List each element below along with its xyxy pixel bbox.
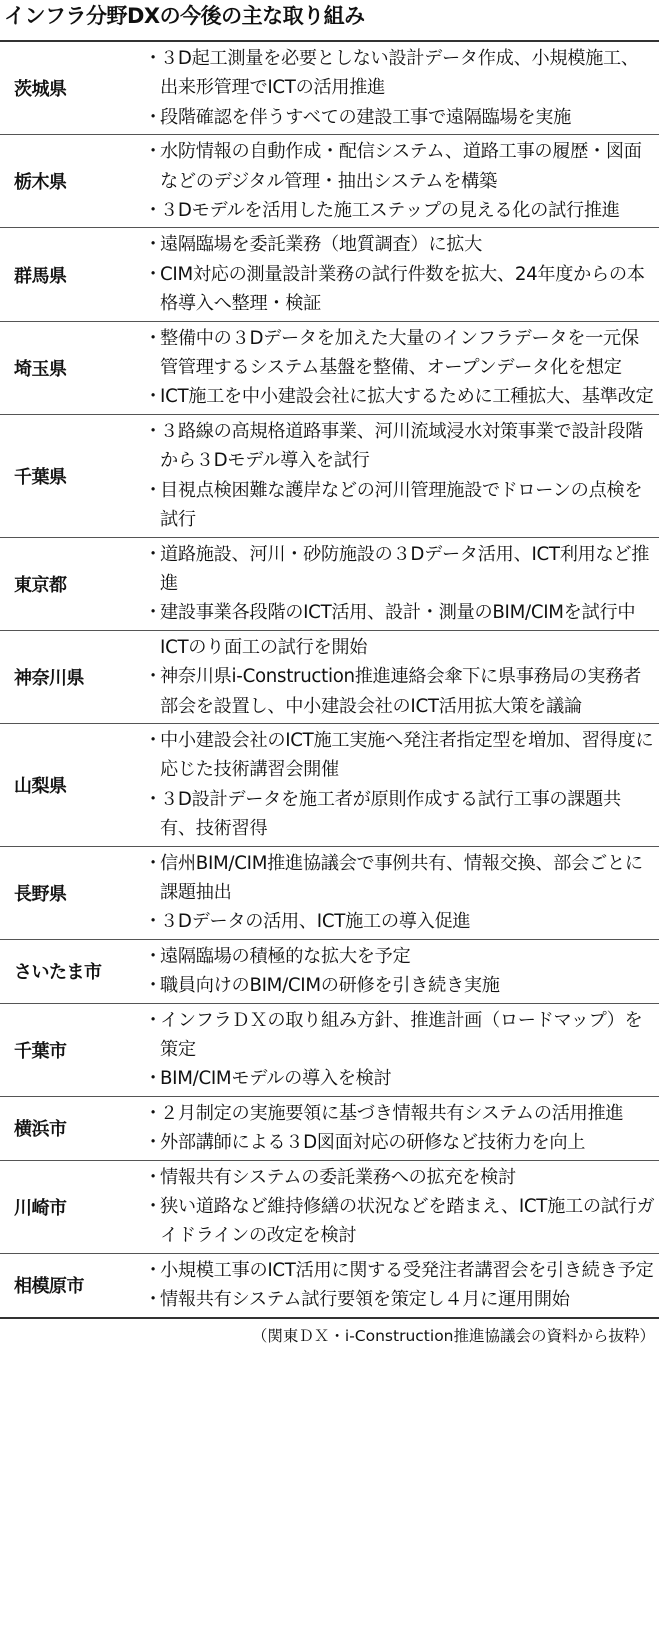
initiative-text: 職員向けのBIM/CIMの研修を引き続き実施 [160,975,500,997]
initiative-item [140,260,655,319]
initiatives-cell [140,1160,659,1253]
initiative-text: ３Dデータの活用、ICT施工の導入促進 [160,911,471,933]
table-body [0,41,659,1318]
bullet-mark: ・ [144,1068,162,1090]
initiative-item [140,417,655,476]
bullet-mark: ・ [144,852,162,874]
initiatives-cell [140,723,659,846]
prefecture-name: 群馬県 [0,228,140,321]
bullet-mark: ・ [144,48,162,69]
initiative-item [140,1128,655,1157]
prefecture-name: さいたま市 [0,939,140,1003]
initiative-item [140,849,655,908]
prefecture-name: 東京都 [0,537,140,630]
table-row [0,846,659,939]
prefecture-name: 千葉市 [0,1003,140,1096]
page-title: インフラ分野DXの今後の主な取り組み [4,4,365,28]
initiative-text: ３D設計データを施工者が原則作成する試行工事の課題共有、技術習得 [160,788,621,840]
initiative-text: 遠隔臨場を委託業務（地質調査）に拡大 [160,234,482,256]
table-row [0,228,659,321]
bullet-mark: ・ [144,479,162,501]
initiative-item [140,598,655,627]
initiatives-cell [140,1253,659,1317]
prefecture-name: 千葉県 [0,414,140,537]
bullet-mark: ・ [144,945,162,967]
bullet-mark: ・ [144,788,162,810]
initiative-item [140,971,655,1000]
initiative-item [140,382,655,411]
bullet-mark: ・ [144,1289,162,1311]
initiative-text: 狭い道路など維持修繕の状況などを踏まえ、ICT施工の試行ガイドラインの改定を検討 [160,1196,655,1247]
initiative-item [140,1285,655,1314]
initiative-text: ３D起工測量を必要としない設計データ作成、小規模施工、出来形管理でICTの活用推進 [160,48,639,99]
bullet-mark: ・ [144,200,162,222]
bullet-mark: ・ [144,234,162,256]
bullet-mark: ・ [144,106,162,128]
initiative-text: 信州BIM/CIM推進協議会で事例共有、情報交換、部会ごとに課題抽出 [160,852,643,903]
prefecture-name: 神奈川県 [0,630,140,723]
initiative-text: 情報共有システムの委託業務への拡充を検討 [160,1166,516,1188]
bullet-mark: ・ [144,1166,162,1188]
initiatives-cell [140,630,659,723]
initiative-text: 神奈川県i-Construction推進連絡会傘下に県事務局の実務者部会を設置し、中小建設会社のICT活用拡大策を議論 [160,666,641,717]
initiative-text: BIM/CIMモデルの導入を検討 [160,1068,392,1090]
initiative-item [140,726,655,785]
initiative-item [140,476,655,535]
table-row [0,1160,659,1253]
initiative-item [140,1256,655,1285]
initiative-item [140,1064,655,1093]
bullet-mark: ・ [144,1132,162,1154]
bullet-mark: ・ [144,327,162,349]
table-row [0,1003,659,1096]
initiative-item [140,942,655,971]
initiative-text: 建設事業各段階のICT活用、設計・測量のBIM/CIMを試行中 [160,602,636,624]
prefecture-name: 埼玉県 [0,321,140,414]
initiative-text: ICTのり面工の試行を開始 [160,636,368,658]
bullet-mark: ・ [144,1196,162,1218]
initiatives-cell [140,228,659,321]
table-row [0,939,659,1003]
initiatives-cell [140,846,659,939]
initiatives-table [0,40,659,1319]
initiative-text: 目視点検困難な護岸などの河川管理施設でドローンの点検を試行 [160,479,643,531]
initiative-text: 段階確認を伴うすべての建設工事で遠隔臨場を実施 [160,106,572,128]
initiative-item [140,785,655,844]
initiatives-cell [140,939,659,1003]
table-row [0,414,659,537]
initiative-item [140,1099,655,1128]
initiative-item [140,1192,655,1251]
bullet-mark: ・ [144,666,162,688]
bullet-mark: ・ [144,420,162,442]
initiatives-cell [140,135,659,228]
initiative-text: 中小建設会社のICT施工実施へ発注者指定型を増加、習得度に応じた技術講習会開催 [160,729,654,781]
initiative-item [140,324,655,383]
bullet-mark: ・ [144,1009,162,1031]
bullet-mark: ・ [144,1259,162,1281]
table-row [0,41,659,135]
table-row [0,1096,659,1160]
initiative-item [140,633,655,662]
initiative-item [140,1006,655,1065]
initiative-text: インフラＤＸの取り組み方針、推進計画（ロードマップ）を策定 [160,1009,643,1060]
initiative-text: ３路線の高規格道路事業、河川流域浸水対策事業で設計段階から３Dモデル導入を試行 [160,420,643,472]
initiatives-cell [140,537,659,630]
initiative-item [140,196,655,225]
initiative-text: ３Dモデルを活用した施工ステップの見える化の試行推進 [160,200,620,222]
source-note: （関東ＤＸ・i-Construction推進協議会の資料から抜粋） [251,1326,655,1345]
prefecture-name: 相模原市 [14,1276,84,1298]
initiative-text: 遠隔臨場の積極的な拡大を予定 [160,945,411,967]
initiative-text: 道路施設、河川・砂防施設の３Dデータ活用、ICT利用など推進 [160,543,650,594]
initiative-text: 整備中の３Dデータを加えた大量のインフラデータを一元保管管理するシステム基盤を整備、オープンデータ化を想定 [160,327,639,379]
initiative-text: CIM対応の測量設計業務の試行件数を拡大、24年度からの本格導入へ整理・検証 [160,263,645,315]
initiatives-cell [140,1096,659,1160]
initiative-text: 外部講師による３D図面対応の研修など技術力を向上 [160,1132,586,1154]
initiatives-cell [140,414,659,537]
prefecture-name: 川崎市 [0,1160,140,1253]
initiative-item [140,230,655,259]
bullet-mark: ・ [144,386,162,408]
initiatives-cell [140,321,659,414]
bullet-mark: ・ [144,141,162,163]
bullet-mark: ・ [144,602,162,624]
prefecture-name: 長野県 [0,846,140,939]
bullet-mark: ・ [144,543,162,565]
prefecture-name: 横浜市 [0,1096,140,1160]
initiative-item [140,662,655,721]
initiative-item [140,103,655,132]
prefecture-name: 茨城県 [0,41,140,135]
table-row [0,135,659,228]
prefecture-name: 栃木県 [0,135,140,228]
table-row [0,321,659,414]
initiative-text: 水防情報の自動作成・配信システム、道路工事の履歴・図面などのデジタル管理・抽出システムを構築 [160,141,642,192]
initiative-text: ２月制定の実施要領に基づき情報共有システムの活用推進 [160,1102,624,1124]
initiative-text: 情報共有システム試行要領を策定し４月に運用開始 [160,1289,570,1311]
bullet-mark: ・ [144,729,162,751]
initiatives-cell [140,1003,659,1096]
bullet-mark: ・ [144,975,162,997]
initiative-text: 小規模工事のICT活用に関する受発注者講習会を引き続き予定 [160,1259,654,1281]
initiative-item [140,907,655,936]
initiative-text: ICT施工を中小建設会社に拡大するために工種拡大、基準改定 [160,386,654,408]
bullet-mark: ・ [144,911,162,933]
table-row [0,1253,659,1317]
table-row [0,723,659,846]
table-row [0,630,659,723]
initiative-item [140,540,655,599]
initiatives-cell [140,41,659,135]
initiative-item [140,44,655,103]
initiative-item [140,137,655,196]
table-row [0,537,659,630]
bullet-mark: ・ [144,1102,162,1124]
prefecture-name: 山梨県 [0,723,140,846]
initiative-item [140,1163,655,1192]
bullet-mark: ・ [144,263,162,285]
